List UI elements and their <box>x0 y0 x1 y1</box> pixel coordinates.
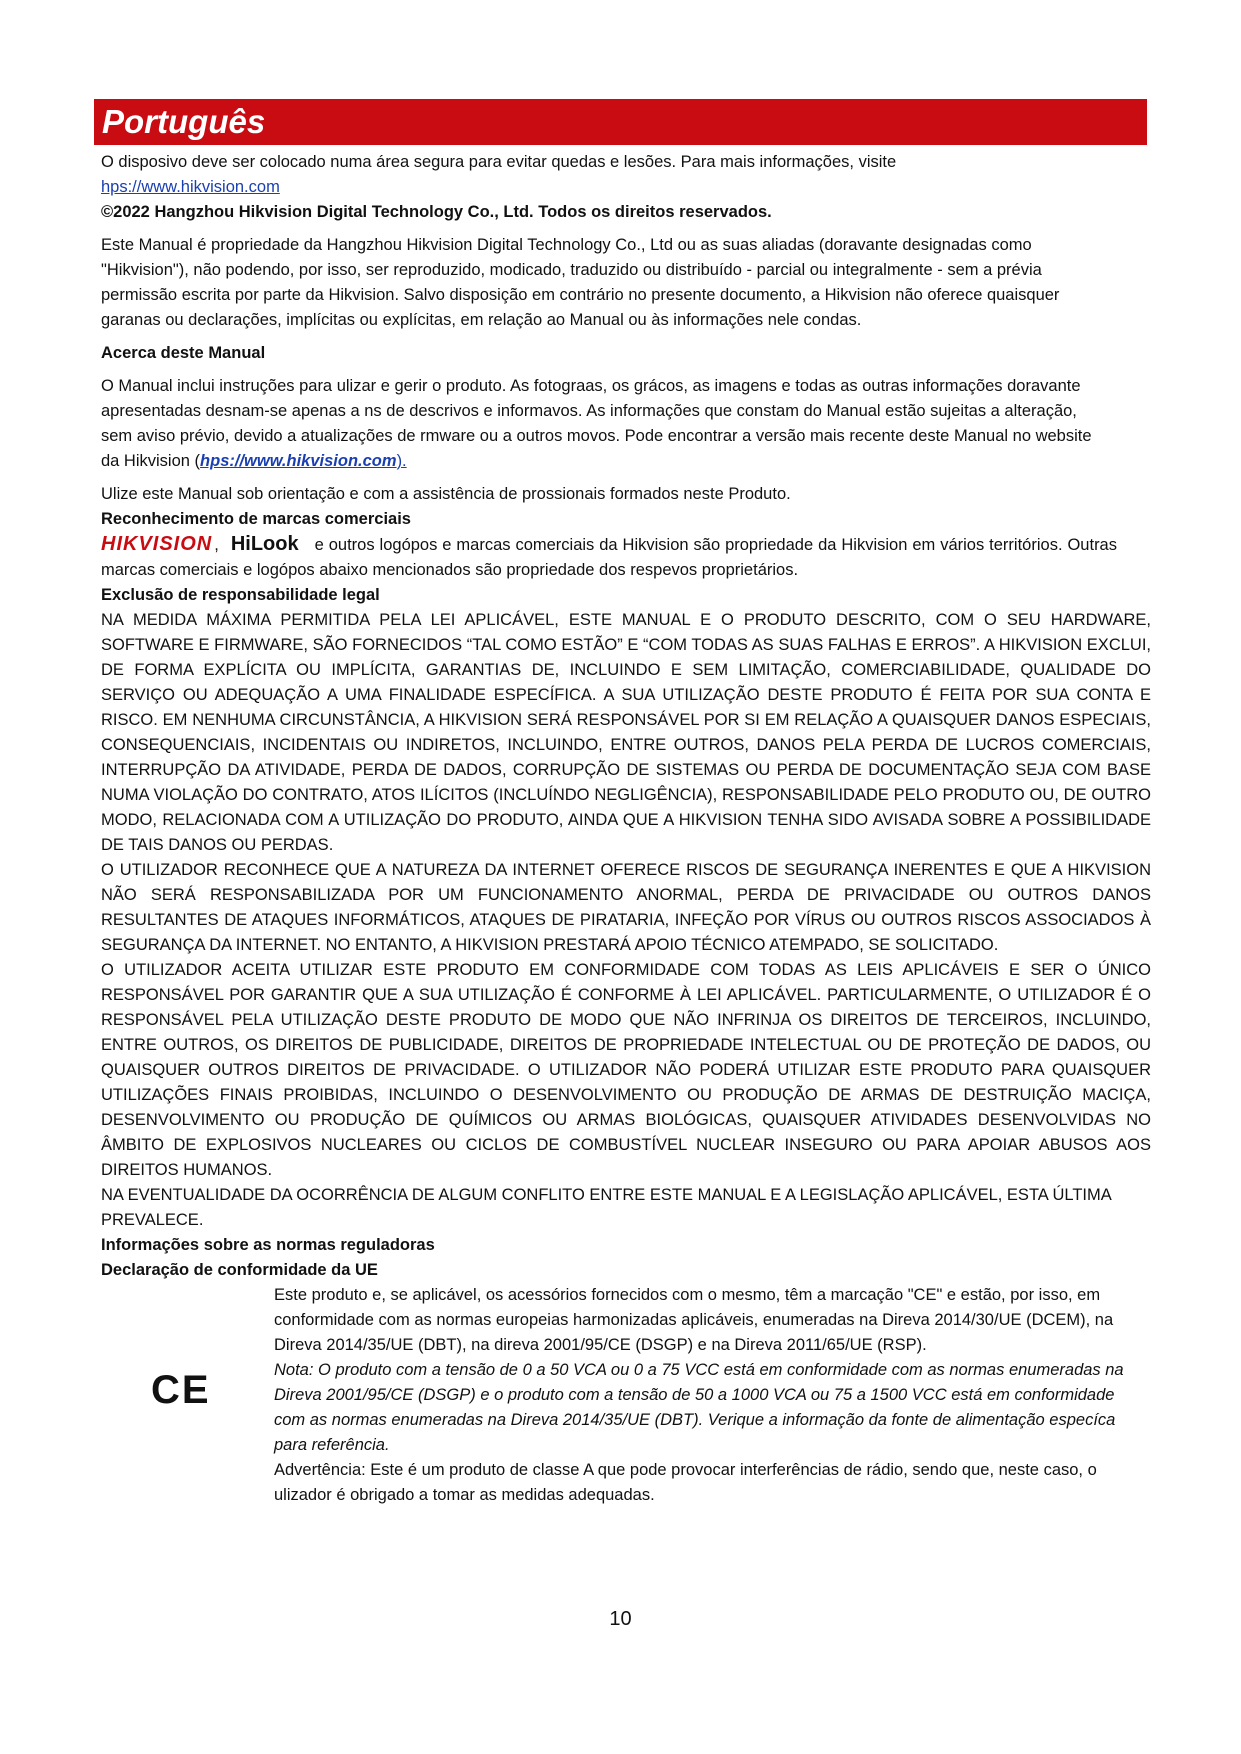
ce-mark-icon: CE <box>151 1368 211 1412</box>
trademarks-paragraph <box>101 532 1117 583</box>
language-banner <box>94 99 1147 145</box>
guidance-text: Ulize este Manual sob orientação e com a assistência de prossionais formados neste Produto. <box>101 485 791 503</box>
intro-paragraph <box>101 150 1113 200</box>
hilook-logo: HiLook <box>230 533 299 555</box>
ce-section <box>101 1283 1159 1508</box>
about-text: O Manual inclui instruções para ulizar e gerir o produto. As fotograas, os grácos, as imagens e todas as outras informações doravante apresentadas desnam-se apenas a ns de descrivos e informavos. As informações que constam do Manual estão sujeitas a alteração, sem aviso prévio, devido a atualizações de rmware ou a outros movos. Pode encontrar a versão mais recente deste Manual no website da Hikvision ( <box>101 377 1092 470</box>
disclaimer-paragraph-2: O UTILIZADOR RECONHECE QUE A NATUREZA DA INTERNET OFERECE RISCOS DE SEGURANÇA INERENTES E QUE A HIKVISION NÃO SERÁ RESPONSABILIZADA POR UM FUNCIONAMENTO ANORMAL, PERDA DE PRIVACIDADE OU OUTROS DANOS RESULTANTES DE ATAQUES INFORMÁTICOS, ATAQUES DE PIRATARIA, INFEÇÃO POR VÍRUS OU OUTROS RISCOS ASSOCIADOS À SEGURANÇA DA INTERNET. NO ENTANTO, A HIKVISION PRESTARÁ APOIO TÉCNICO ATEMPADO, SE SOLICITADO. <box>101 861 1151 954</box>
ce-warning: Advertência: Este é um produto de classe A que pode provocar interferências de rádio, sendo que, neste caso, o ulizador é obrigado a tomar as medidas adequadas. <box>274 1461 1097 1504</box>
about-website-link[interactable]: hps://www.hikvision.com <box>200 452 397 470</box>
disclaimer-heading: Exclusão de responsabilidade legal <box>101 586 380 604</box>
page-title: Português <box>102 103 266 140</box>
disclaimer-paragraph-4: NA EVENTUALIDADE DA OCORRÊNCIA DE ALGUM CONFLITO ENTRE ESTE MANUAL E A LEGISLAÇÃO APLICÁVEL, ESTA ÚLTIMA PREVALECE. <box>101 1186 1111 1229</box>
trademarks-heading: Reconhecimento de marcas comerciais <box>101 510 411 528</box>
page-content <box>101 150 1159 1508</box>
about-heading: Acerca deste Manual <box>101 344 266 362</box>
copyright-line: ©2022 Hangzhou Hikvision Digital Technology Co., Ltd. Todos os direitos reservados. <box>101 203 772 221</box>
ce-text-block <box>274 1283 1146 1508</box>
logo-separator: , <box>214 536 219 554</box>
ownership-paragraph: Este Manual é propriedade da Hangzhou Hikvision Digital Technology Co., Ltd ou as suas aliadas (doravante designadas como "Hikvision"), não podendo, por isso, ser reproduzido, modicado, traduzido ou distribuído - parcial ou integralmente - sem a prévia permissão escrita por parte da Hikvision. Salvo disposição em contrário no presente documento, a Hikvision não oferece quaisquer garanas ou declarações, implícitas ou explícitas, em relação ao Manual ou às informações nele condas. <box>101 236 1060 329</box>
intro-text: O disposivo deve ser colocado numa área segura para evitar quedas e lesões. Para mais informações, visite <box>101 153 897 171</box>
ce-note: Nota: O produto com a tensão de 0 a 50 VCA ou 0 a 75 VCC está em conformidade com as normas enumeradas na Direva 2001/95/CE (DSGP) e o produto com a tensão de 50 a 1000 VCA ou 75 a 1500 VCC está em conformidade com as normas enumeradas na Direva 2014/35/UE (DBT). Verique a informação da fonte de alimentação especíca para referência. <box>274 1361 1124 1454</box>
page-number: 10 <box>609 1608 632 1630</box>
website-link[interactable]: hps://www.hikvision.com <box>101 178 280 196</box>
disclaimer-paragraph-3: O UTILIZADOR ACEITA UTILIZAR ESTE PRODUTO EM CONFORMIDADE COM TODAS AS LEIS APLICÁVEIS E SER O ÚNICO RESPONSÁVEL POR GARANTIR QUE A SUA UTILIZAÇÃO É CONFORME À LEI APLICÁVEL. PARTICULARMENTE, O UTILIZADOR É O RESPONSÁVEL PELA UTILIZAÇÃO DESTE PRODUTO DE MODO QUE NÃO INFRINJA OS DIREITOS DE TERCEIROS, INCLUINDO, ENTRE OUTROS, OS DIREITOS DE PUBLICIDADE, DIREITOS DE PROPRIEDADE INTELECTUAL OU DE PROTEÇÃO DE DADOS, OU QUAISQUER OUTROS DIREITOS DE PRIVACIDADE. O UTILIZADOR NÃO PODERÁ UTILIZAR ESTE PRODUTO PARA QUAISQUER UTILIZAÇÕES FINAIS PROIBIDAS, INCLUINDO O DESENVOLVIMENTO OU PRODUÇÃO DE ARMAS DE DESTRUIÇÃO MACIÇA, DESENVOLVIMENTO OU PRODUÇÃO DE QUÍMICOS OU ARMAS BIOLÓGICAS, QUAISQUER ATIVIDADES DESENVOLVIDAS NO ÂMBITO DE EXPLOSIVOS NUCLEARES OU CICLOS DE COMBUSTÍVEL NUCLEAR INSEGURO OU PARA APOIAR ABUSOS AOS DIREITOS HUMANOS. <box>101 961 1151 1179</box>
regulatory-heading: Informações sobre as normas reguladoras <box>101 1236 435 1254</box>
ce-description: Este produto e, se aplicável, os acessórios fornecidos com o mesmo, têm a marcação "CE" e estão, por isso, em conformidade com as normas europeias harmonizadas aplicáveis, enumeradas na Direva 2014/30/UE (DCEM), na Direva 2014/35/UE (DBT), na direva 2001/95/CE (DSGP) e na Direva 2011/65/UE (RSP). <box>274 1286 1114 1354</box>
about-paragraph <box>101 374 1111 474</box>
eu-conformity-heading: Declaração de conformidade da UE <box>101 1261 378 1279</box>
trademarks-text: e outros logópos e marcas comerciais da Hikvision são propriedade da Hikvision em vários territórios. Outras marcas comerciais e logópos abaixo mencionados são propriedade dos respevos proprietários. <box>101 536 1117 579</box>
about-text-end: ). <box>396 452 407 470</box>
disclaimer-paragraph-1: NA MEDIDA MÁXIMA PERMITIDA PELA LEI APLICÁVEL, ESTE MANUAL E O PRODUTO DESCRITO, COM O SEU HARDWARE, SOFTWARE E FIRMWARE, SÃO FORNECIDOS “TAL COMO ESTÃO” E “COM TODAS AS SUAS FALHAS E ERROS”. A HIKVISION EXCLUI, DE FORMA EXPLÍCITA OU IMPLÍCITA, GARANTIAS DE, INCLUINDO E SEM LIMITAÇÃO, COMERCIABILIDADE, QUALIDADE DO SERVIÇO OU ADEQUAÇÃO A UMA FINALIDADE ESPECÍFICA. A SUA UTILIZAÇÃO DESTE PRODUTO É FEITA POR SUA CONTA E RISCO. EM NENHUMA CIRCUNSTÂNCIA, A HIKVISION SERÁ RESPONSÁVEL POR SI EM RELAÇÃO A QUAISQUER DANOS ESPECIAIS, CONSEQUENCIAIS, INCIDENTAIS OU INDIRETOS, INCLUINDO, ENTRE OUTROS, DANOS PELA PERDA DE LUCROS COMERCIAIS, INTERRUPÇÃO DA ATIVIDADE, PERDA DE DADOS, CORRUPÇÃO DE SISTEMAS OU PERDA DE DOCUMENTAÇÃO SEJA COM BASE NUMA VIOLAÇÃO DO CONTRATO, ATOS ILÍCITOS (INCLUÍNDO NEGLIGÊNCIA), RESPONSABILIDADE PELO PRODUTO OU, DE OUTRO MODO, RELACIONADA COM A UTILIZAÇÃO DO PRODUTO, AINDA QUE A HIKVISION TENHA SIDO AVISADA SOBRE A POSSIBILIDADE DE TAIS DANOS OU PERDAS. <box>101 611 1151 854</box>
hikvision-logo: HIKVISION <box>101 533 213 555</box>
